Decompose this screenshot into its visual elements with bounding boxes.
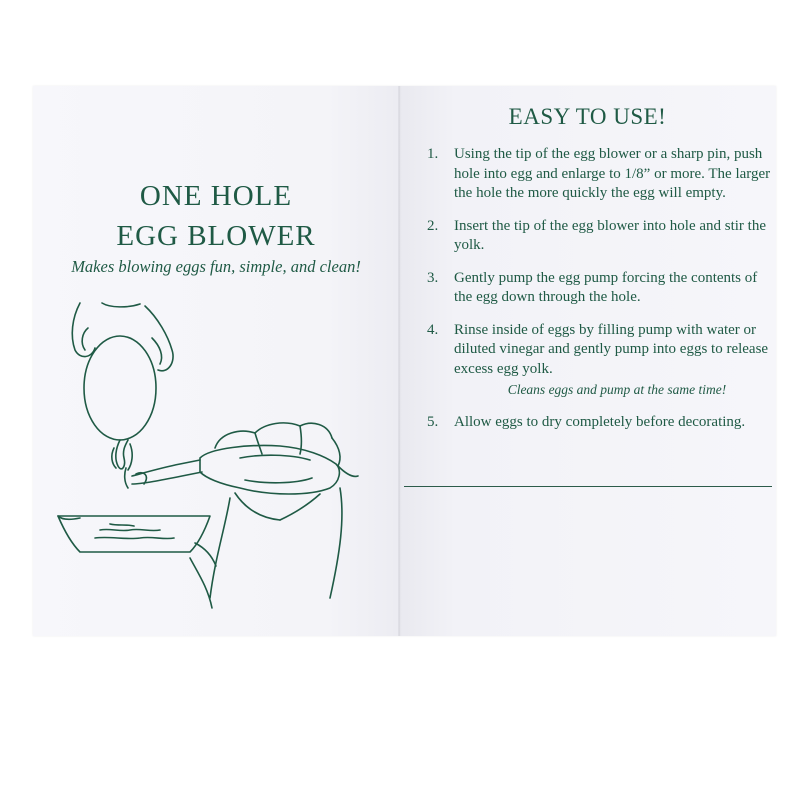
step-number: 4. xyxy=(427,321,439,338)
hand-icon xyxy=(215,423,332,448)
drip-icon xyxy=(116,440,128,469)
step-number: 3. xyxy=(427,269,439,286)
finger-right-icon xyxy=(145,306,173,371)
step-text: Insert the tip of the egg blower into hole and stir the yolk. xyxy=(454,217,767,253)
step-text: Gently pump the egg pump forcing the contents of the egg down through the hole. xyxy=(454,269,758,305)
bowl-icon xyxy=(58,516,210,552)
instruction-steps xyxy=(427,145,772,445)
step-item xyxy=(427,145,772,204)
step-text: Allow eggs to dry completely before decorating. xyxy=(454,413,746,430)
step-number: 5. xyxy=(427,413,439,430)
step-note: Cleans eggs and pump at the same time! xyxy=(507,382,727,397)
divider-line xyxy=(404,486,772,487)
step-text: Using the tip of the egg blower or a sharp pin, push hole into egg and enlarge to 1/8” or more. The larger the hole the more quickly the egg will empty. xyxy=(454,146,771,201)
step-number: 2. xyxy=(427,217,439,234)
center-fold xyxy=(398,86,401,636)
step-item xyxy=(427,321,772,400)
egg-icon xyxy=(84,336,156,440)
product-title-line1: ONE HOLE xyxy=(139,180,293,212)
arm-icon xyxy=(210,498,230,598)
pump-bulb-icon xyxy=(200,446,339,495)
step-item xyxy=(427,413,772,433)
step-text: Rinse inside of eggs by filling pump with water or diluted vinegar and gently pump into eggs to release excess egg yolk. xyxy=(454,321,769,377)
product-title-line2: EGG BLOWER xyxy=(116,220,316,252)
step-item xyxy=(427,269,772,308)
egg-blowing-illustration-icon xyxy=(40,298,370,628)
step-number: 1. xyxy=(427,146,439,162)
blower-tube-icon xyxy=(132,460,200,476)
product-tagline: Makes blowing eggs fun, simple, and clean! xyxy=(71,257,361,276)
instructions-heading: EASY TO USE! xyxy=(508,104,667,129)
step-item xyxy=(427,217,772,256)
